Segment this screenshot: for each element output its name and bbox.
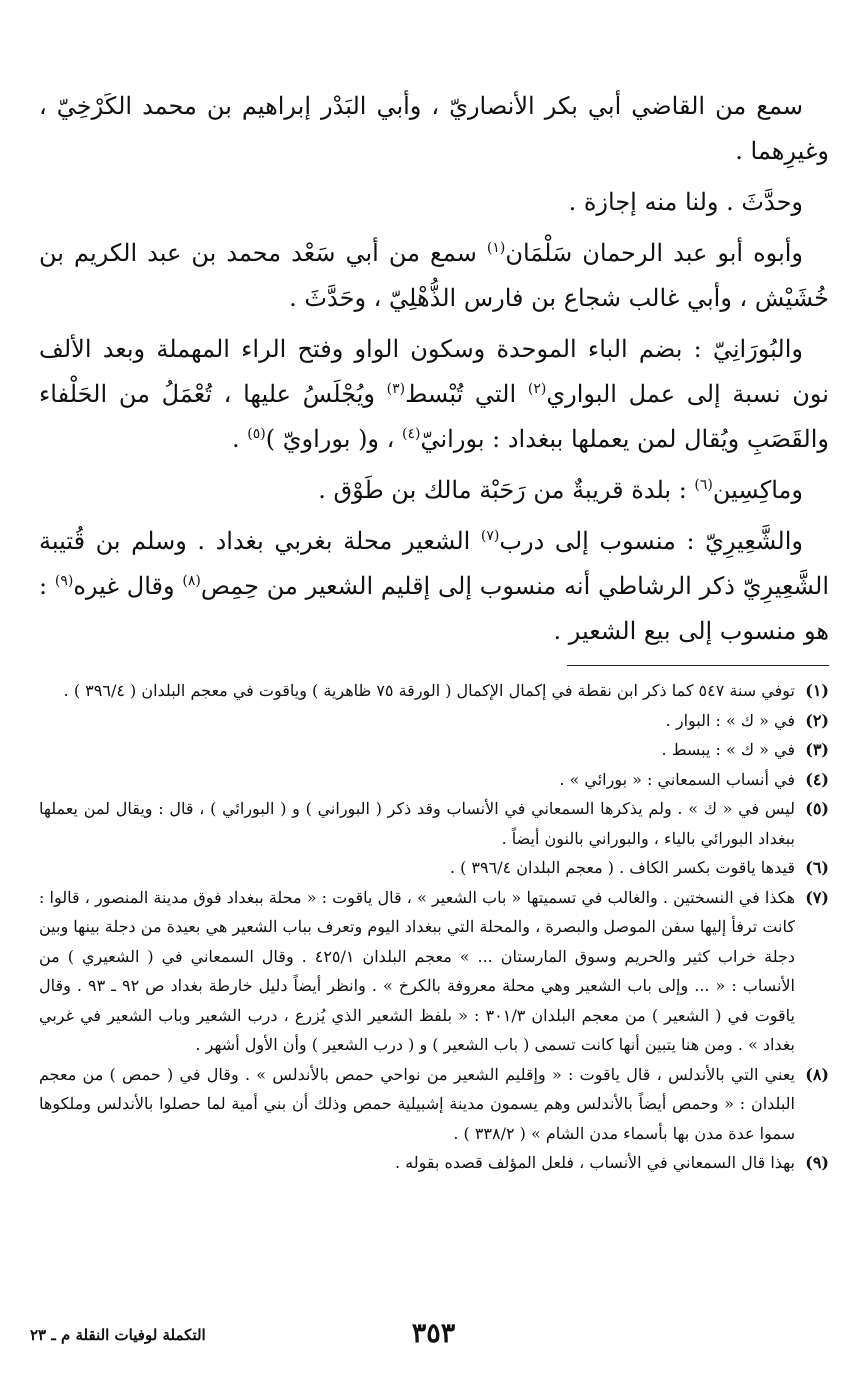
footnote-ref: (٣) (386, 381, 406, 397)
paragraph-2 (39, 180, 829, 225)
page-footer (0, 1318, 867, 1358)
paragraph-text: سمع من أبي سَعْد محمد بن عبد الكريم بن خُشَيْش ، وأبي غالب شجاع بن فارس الذُّهْلِيّ ، وحَدَّثَ . (39, 239, 829, 312)
footnote-4 (39, 765, 829, 795)
running-title: التكملة لوفيات النقلة م ـ ٢٣ (30, 1326, 206, 1344)
footnote-3 (39, 735, 829, 765)
paragraph-4 (39, 327, 829, 462)
footnote-ref: (٤) (402, 426, 421, 442)
footnote-number: (٦) (805, 858, 829, 877)
paragraph-text: والبُورَانِيّ : بضم الباء الموحدة وسكون الواو وفتح الراء المهملة وبعد الألف نون نسبة إلى عمل البواري (39, 335, 829, 408)
footnote-number: (٧) (805, 887, 829, 907)
main-text (39, 84, 829, 660)
paragraph-text: الشعير محلة بغربي بغداد . وسلم بن قُتيبة الشَّعِيرِيّ ذكر الرشاطي أنه منسوب إلى إقليم الشعير من حِمِص (39, 527, 830, 600)
paragraph-text: : بلدة قريبةٌ من رَحَبْة مالك بن طَوْق . (318, 476, 695, 504)
page-number: ٣٥٣ (411, 1318, 456, 1349)
footnote-number: (٢) (805, 710, 829, 730)
footnote-ref: (٢) (527, 381, 547, 397)
footnote-ref: (١) (486, 240, 506, 256)
footnote-5 (39, 794, 829, 853)
paragraph-6 (39, 519, 829, 654)
footnote-text: هكذا في النسختين . والغالب في تسميتها « باب الشعير » ، قال ياقوت : « محلة ببغداد فوق مدينة المنصور ، قالوا : كانت ترفأ إليها سفن الموصل والبصرة ، والمحلة التي ببغداد اليوم وتعرف بباب الشعير هي بعيدة من دجلة بينها وبين دجلة خراب كثير والحريم وسوق المارستان ... » معجم البلدان ٤٢٥/١ . وقال السمعاني في ( الشعيري ) من الأنساب : « ... وإلى باب الشعير وهي محلة معروفة بالكرخ » . وانظر أيضاً دليل خارطة بغداد ص ٩٢ ـ ٩٣ . وقال ياقوت في ( الشعير ) من معجم البلدان ٣٠١/٣ : « بلفظ الشعير الذي يُزرع ، درب الشعير وباب الشعير في غربي بغداد » . ومن هنا يتبين أنها كانت تسمى ( باب الشعير ) و ( درب الشعير ) وأن الأول أشهر . (39, 887, 796, 1054)
footnote-number: (٩) (805, 1153, 829, 1172)
footnote-6 (39, 853, 829, 883)
footnote-1 (39, 676, 829, 706)
paragraph-text: وقال غيره (73, 572, 183, 600)
footnote-divider (567, 665, 829, 666)
footnote-number: (٨) (805, 1064, 829, 1084)
paragraph-text: وماكِسِين (712, 476, 803, 504)
footnote-ref: (٩) (54, 573, 74, 589)
footnote-text: ليس في « ك » . ولم يذكرها السمعاني في الأنساب وقد ذكر ( البوراني ) و ( البورائي ) ، قال : ويقال لمن يعملها ببغداد البورائي بالياء ، والبوراني بالنون أيضاً . (39, 799, 795, 848)
paragraph-5 (39, 468, 829, 513)
footnote-text: قيدها ياقوت بكسر الكاف . ( معجم البلدان ٣٩٦/٤ ) . (449, 858, 795, 877)
footnote-text: يعني التي بالأندلس ، قال ياقوت : « وإقليم الشعير من نواحي حمص بالأندلس » . وقال في ( حمص ) من معجم البلدان : « وحمص أيضاً بالأندلس وهم يسمون مدينة إشبيلية حمص وذلك أن بني أمية لما حصلوا بالأندلس وملكوها سموا عدة مدن بها بأسماء مدن الشام » ( ٣٣٨/٢ ) . (39, 1064, 795, 1143)
footnote-ref: (٦) (694, 477, 713, 493)
paragraph-text: ، و( بوراويّ ) (265, 425, 403, 453)
footnote-text: في « ك » : البوار . (665, 710, 795, 730)
footnote-ref: (٨) (182, 573, 201, 589)
footnotes-section (39, 676, 829, 1178)
paragraph-text: وأبوه أبو عبد الرحمان سَلْمَان (505, 239, 804, 267)
paragraph-1 (39, 84, 829, 174)
footnote-9 (39, 1148, 829, 1178)
footnote-number: (٣) (805, 740, 829, 759)
footnote-ref: (٥) (247, 426, 266, 442)
footnote-2 (39, 706, 829, 736)
paragraph-text: وحدَّثَ . ولنا منه إجازة . (568, 188, 803, 216)
footnote-8 (39, 1060, 829, 1149)
footnote-text: توفي سنة ٥٤٧ كما ذكر ابن نقطة في إكمال الإكمال ( الورقة ٧٥ ظاهرية ) وياقوت في معجم البلدان ( ٣٩٦/٤ ) . (63, 681, 795, 700)
paragraph-text: سمع من القاضي أبي بكر الأنصاريّ ، وأبي البَدْر إبراهيم بن محمد الكَرْخِيّ ، وغيرِهما . (39, 92, 829, 165)
paragraph-text: . (232, 425, 248, 453)
paragraph-text: التي تُبْسط (405, 380, 528, 408)
footnote-number: (١) (805, 681, 829, 700)
footnote-text: في أنساب السمعاني : « بورائي » . (559, 769, 795, 789)
paragraph-text: والشَّعِيرِيّ : منسوب إلى درب (499, 527, 803, 555)
paragraph-text: : هو منسوب إلى بيع الشعير . (39, 572, 829, 645)
paragraph-3 (39, 231, 829, 321)
footnote-ref: (٧) (480, 528, 500, 544)
footnote-number: (٤) (805, 769, 829, 789)
footnote-number: (٥) (805, 799, 829, 818)
footnote-text: في « ك » : يبسط . (661, 740, 795, 759)
footnote-7 (39, 883, 829, 1060)
footnote-text: بهذا قال السمعاني في الأنساب ، فلعل المؤلف قصده بقوله . (395, 1153, 795, 1172)
paragraph-text: ويُجْلَسُ عليها ، تُعْمَلُ من الحَلْفاء والقَصَبِ ويُقال لمن يعملها ببغداد : بورانيّ (39, 380, 829, 453)
